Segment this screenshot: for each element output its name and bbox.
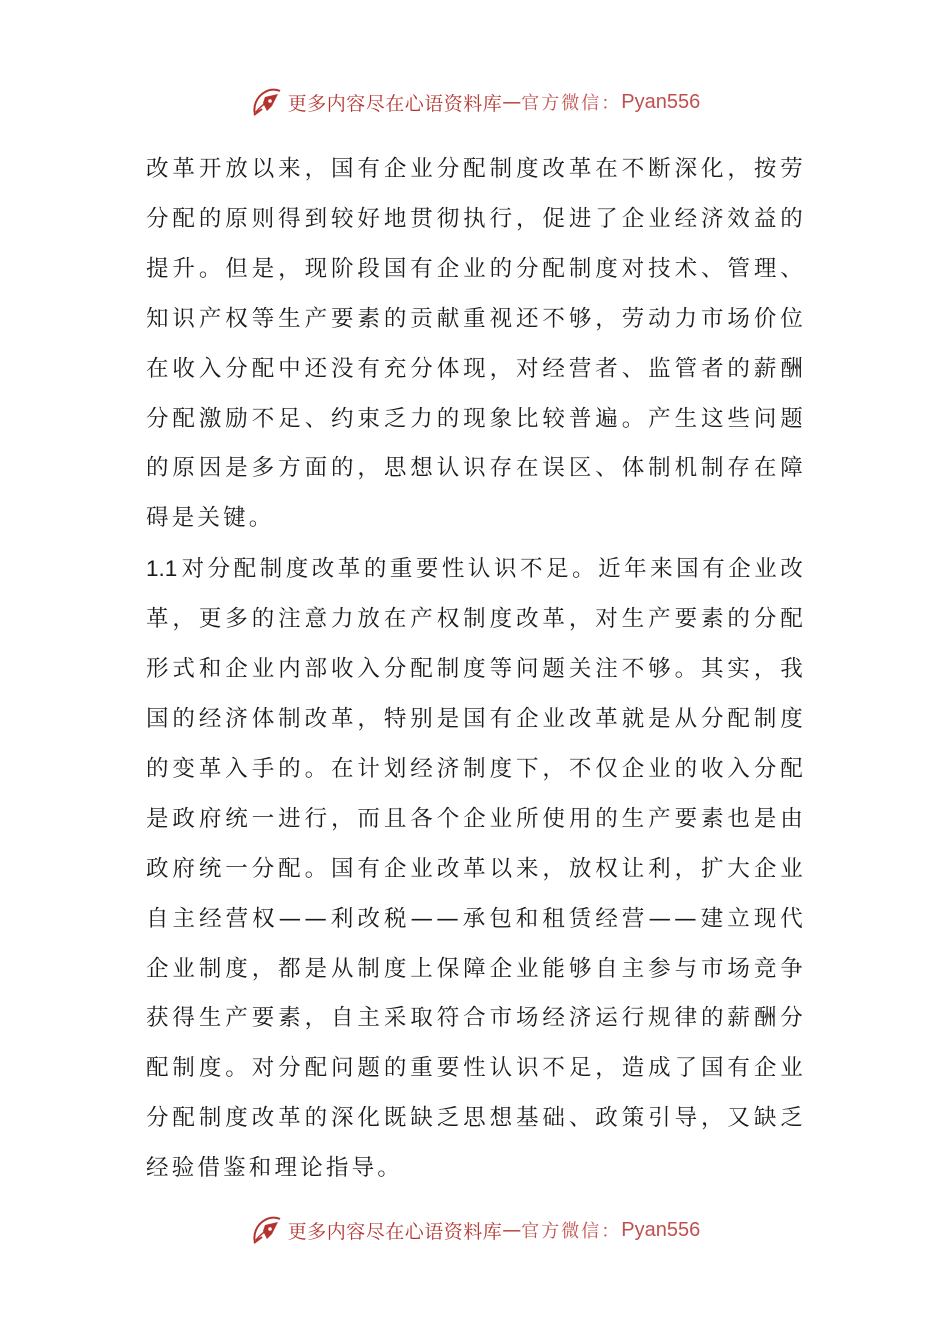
header-watermark	[0, 82, 950, 122]
section-text: 对分配制度改革的重要性认识不足。近年来国有企业改革，更多的注意力放在产权制度改革，对生产要素的分配形式和企业内部收入分配制度等问题关注不够。其实，我国的经济体制改革，特别是国有企业改革就是从分配制度的变革入手的。在计划经济制度下，不仅企业的收入分配是政府统一进行，而且各个企业所使用的生产要素也是由政府统一分配。国有企业改革以来，放权让利，扩大企业自主经营权——利改税——承包和租赁经营——建立现代企业制度，都是从制度上保障企业能够自主参与市场竞争获得生产要素，自主采取符合市场经济运行规律的薪酬分配制度。对分配问题的重要性认识不足，造成了国有企业分配制度改革的深化既缺乏思想基础、政策引导，又缺乏经验借鉴和理论指导。	[146, 556, 806, 1182]
footer-watermark	[0, 1210, 950, 1250]
header-wechat-label: 官方微信：	[521, 93, 622, 114]
pen-nib-icon	[250, 85, 284, 119]
footer-separator: —	[502, 1219, 522, 1241]
section-number: 1.1	[146, 556, 178, 582]
footer-wechat-id: Pyan556	[621, 1218, 701, 1241]
article-body	[146, 145, 806, 1194]
header-brand-text: 更多内容尽在心语资料库	[287, 92, 503, 115]
header-wechat-id: Pyan556	[621, 90, 701, 113]
pen-nib-icon	[250, 1213, 284, 1247]
paragraph-intro: 改革开放以来，国有企业分配制度改革在不断深化，按劳分配的原则得到较好地贯彻执行，促进了企业经济效益的提升。但是，现阶段国有企业的分配制度对技术、管理、知识产权等生产要素的贡献重视还不够，劳动力市场价位在收入分配中还没有充分体现，对经营者、监管者的薪酬分配激励不足、约束乏力的现象比较普遍。产生这些问题的原因是多方面的，思想认识存在误区、体制机制存在障碍是关键。	[146, 156, 806, 532]
footer-wechat-label: 官方微信：	[521, 1221, 622, 1242]
footer-brand-text: 更多内容尽在心语资料库	[287, 1220, 503, 1243]
paragraph-section-1-1	[146, 544, 806, 1194]
header-separator: —	[502, 91, 522, 113]
